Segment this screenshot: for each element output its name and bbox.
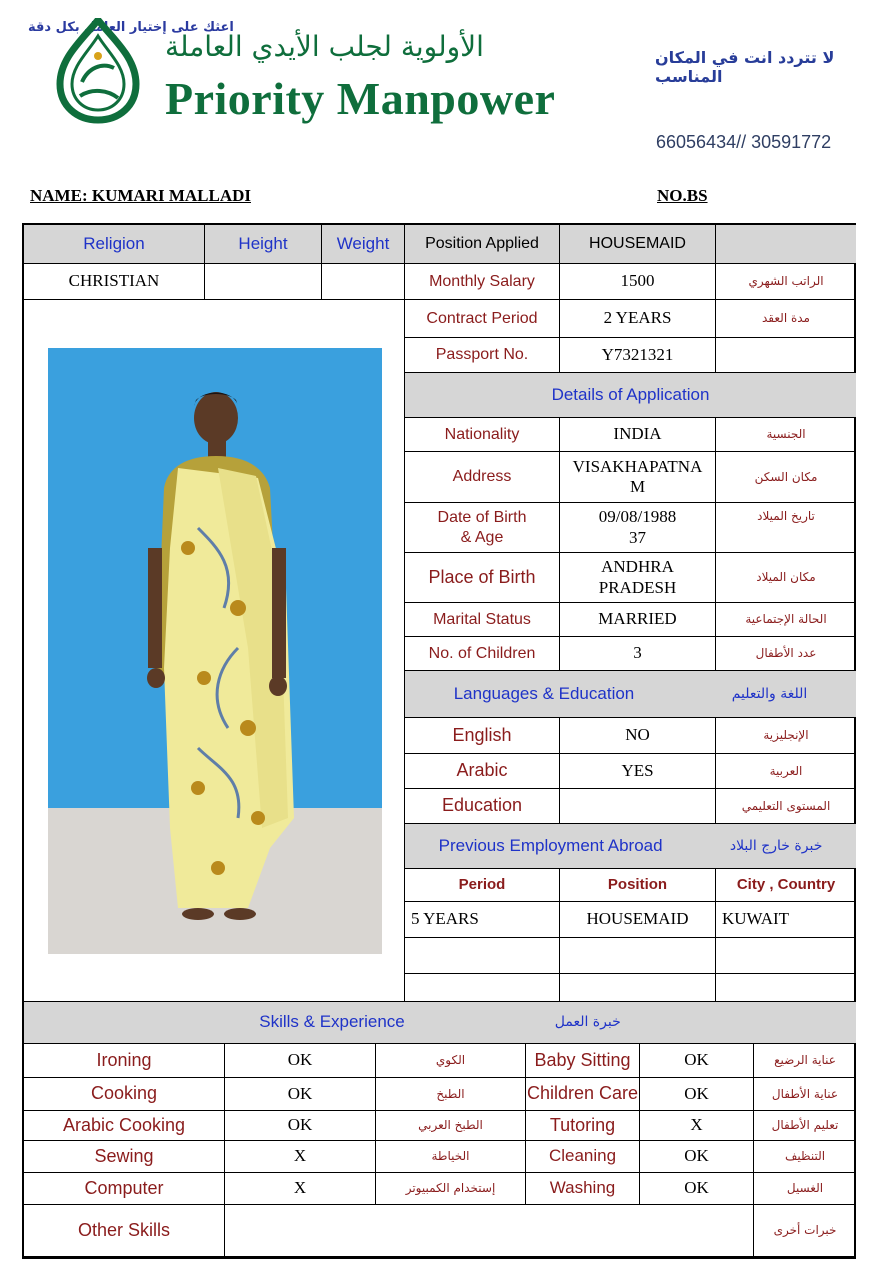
monthly-salary-value: 1500 — [560, 264, 716, 300]
languages-header — [405, 671, 856, 718]
employment-col-position: Position — [560, 869, 716, 902]
address-ar: مكان السكن — [716, 452, 856, 503]
header-tagline: اعثك على إختيار العامل بكل دقة — [28, 20, 234, 35]
other-skills-ar: خبرات أخرى — [754, 1205, 856, 1257]
height-value — [205, 264, 322, 300]
english-ar: الإنجليزية — [716, 718, 856, 754]
skill-right-ar: الغسيل — [754, 1173, 856, 1205]
dob-label-line1: Date of Birth — [437, 509, 527, 527]
skill-left-label: Sewing — [24, 1141, 225, 1173]
education-label: Education — [405, 789, 560, 824]
skill-left-label: Arabic Cooking — [24, 1111, 225, 1141]
place-of-birth-line1: ANDHRA — [601, 557, 674, 577]
skill-right-ar: تعليم الأطفال — [754, 1111, 856, 1141]
children-label: No. of Children — [405, 637, 560, 671]
dob-value — [560, 503, 716, 553]
position-applied-blank — [716, 225, 856, 264]
english-value: NO — [560, 718, 716, 754]
skill-left-label: Computer — [24, 1173, 225, 1205]
skill-right-label: Tutoring — [526, 1111, 640, 1141]
education-ar: المستوى التعليمي — [716, 789, 856, 824]
passport-ar — [716, 338, 856, 373]
religion-header: Religion — [24, 225, 205, 264]
weight-value — [322, 264, 405, 300]
english-label: English — [405, 718, 560, 754]
brand-english-name — [165, 72, 555, 125]
employment-header-en: Previous Employment Abroad — [438, 835, 663, 855]
children-value: 3 — [560, 637, 716, 671]
address-label: Address — [405, 452, 560, 503]
skill-right-ar: عناية الأطفال — [754, 1078, 856, 1111]
skill-right-ar: التنظيف — [754, 1141, 856, 1173]
nationality-label: Nationality — [405, 418, 560, 452]
skills-header-ar: خبرة العمل — [554, 1014, 621, 1031]
passport-label: Passport No. — [405, 338, 560, 373]
skill-right-value: OK — [640, 1173, 754, 1205]
skill-right-label: Baby Sitting — [526, 1044, 640, 1078]
address-value — [560, 452, 716, 503]
place-of-birth-ar: مكان الميلاد — [716, 553, 856, 603]
employment-header — [405, 824, 856, 869]
employment-row-position — [560, 938, 716, 974]
dob-ar: تاريخ الميلاد — [716, 503, 856, 553]
dob-date: 09/08/1988 — [598, 507, 677, 527]
skill-right-label: Children Care — [526, 1078, 640, 1111]
skill-right-value: OK — [640, 1044, 754, 1078]
monthly-salary-ar: الراتب الشهري — [716, 264, 856, 300]
monthly-salary-label: Monthly Salary — [405, 264, 560, 300]
other-skills-value — [225, 1205, 754, 1257]
skill-left-value: X — [225, 1173, 376, 1205]
skill-left-ar: الخياطة — [376, 1141, 526, 1173]
skill-left-value: X — [225, 1141, 376, 1173]
skill-right-value: OK — [640, 1078, 754, 1111]
brand-arabic-name: الأولوية لجلب الأيدي العاملة — [165, 30, 484, 63]
arabic-value: YES — [560, 754, 716, 789]
employment-row-city: KUWAIT — [716, 902, 856, 938]
place-of-birth-label: Place of Birth — [405, 553, 560, 603]
contract-period-label: Contract Period — [405, 300, 560, 338]
header-phones: 66056434// 30591772 — [656, 132, 832, 152]
skill-left-ar: الكوي — [376, 1044, 526, 1078]
page-header — [0, 0, 869, 160]
marital-status-ar: الحالة الإجتماعية — [716, 603, 856, 637]
skill-left-ar: إستخدام الكمبيوتر — [376, 1173, 526, 1205]
address-value-line2: M — [629, 477, 646, 496]
skill-right-ar: عناية الرضيع — [754, 1044, 856, 1078]
skill-right-value: X — [640, 1111, 754, 1141]
company-logo-icon — [52, 18, 144, 124]
age-value: 37 — [629, 527, 646, 547]
skill-left-ar: الطبخ العربي — [376, 1111, 526, 1141]
employment-row-period — [405, 974, 560, 1002]
skills-header-en: Skills & Experience — [259, 1012, 405, 1032]
nationality-ar: الجنسية — [716, 418, 856, 452]
dob-label-line2: & Age — [460, 528, 504, 546]
religion-value: CHRISTIAN — [24, 264, 205, 300]
arabic-ar: العربية — [716, 754, 856, 789]
employment-row-position: HOUSEMAID — [560, 902, 716, 938]
contract-period-value: 2 YEARS — [560, 300, 716, 338]
employment-row-position — [560, 974, 716, 1002]
marital-status-label: Marital Status — [405, 603, 560, 637]
skill-left-label: Cooking — [24, 1078, 225, 1111]
position-applied-label: Position Applied — [405, 225, 560, 264]
skill-left-value: OK — [225, 1111, 376, 1141]
position-applied-value: HOUSEMAID — [560, 225, 716, 264]
cv-form-grid — [22, 223, 856, 1259]
skills-header — [24, 1002, 856, 1044]
employment-row-city — [716, 938, 856, 974]
place-of-birth-value — [560, 553, 716, 603]
employment-header-ar: خبرة خارج البلاد — [729, 837, 823, 854]
candidate-photo — [48, 348, 382, 954]
address-value-line1: VISAKHAPATNA — [572, 456, 703, 476]
nationality-value: INDIA — [560, 418, 716, 452]
languages-header-en: Languages & Education — [453, 683, 635, 703]
passport-value: Y7321321 — [560, 338, 716, 373]
children-ar: عدد الأطفال — [716, 637, 856, 671]
brand-english-text: Priority Manpower — [165, 73, 556, 124]
languages-header-ar: اللغة والتعليم — [731, 685, 808, 702]
skill-left-ar: الطبخ — [376, 1078, 526, 1111]
skill-right-label: Cleaning — [526, 1141, 640, 1173]
skill-left-value: OK — [225, 1044, 376, 1078]
candidate-number: NO.BS — [657, 186, 708, 205]
employment-row-city — [716, 974, 856, 1002]
skill-left-label: Ironing — [24, 1044, 225, 1078]
skill-right-value: OK — [640, 1141, 754, 1173]
employment-col-period: Period — [405, 869, 560, 902]
dob-label — [405, 503, 560, 553]
header-slogan: لا تتردد انت في المكان المناسب — [655, 48, 835, 86]
skill-left-value: OK — [225, 1078, 376, 1111]
employment-col-city: City , Country — [716, 869, 856, 902]
employment-row-period — [405, 938, 560, 974]
candidate-name: NAME: KUMARI MALLADI — [30, 186, 251, 205]
other-skills-label: Other Skills — [24, 1205, 225, 1257]
height-header: Height — [205, 225, 322, 264]
place-of-birth-line2: PRADESH — [598, 577, 677, 597]
weight-header: Weight — [322, 225, 405, 264]
employment-row-period: 5 YEARS — [405, 902, 560, 938]
contract-period-ar: مدة العقد — [716, 300, 856, 338]
skill-right-label: Washing — [526, 1173, 640, 1205]
education-value — [560, 789, 716, 824]
marital-status-value: MARRIED — [560, 603, 716, 637]
details-of-application-header: Details of Application — [405, 373, 856, 418]
arabic-label: Arabic — [405, 754, 560, 789]
